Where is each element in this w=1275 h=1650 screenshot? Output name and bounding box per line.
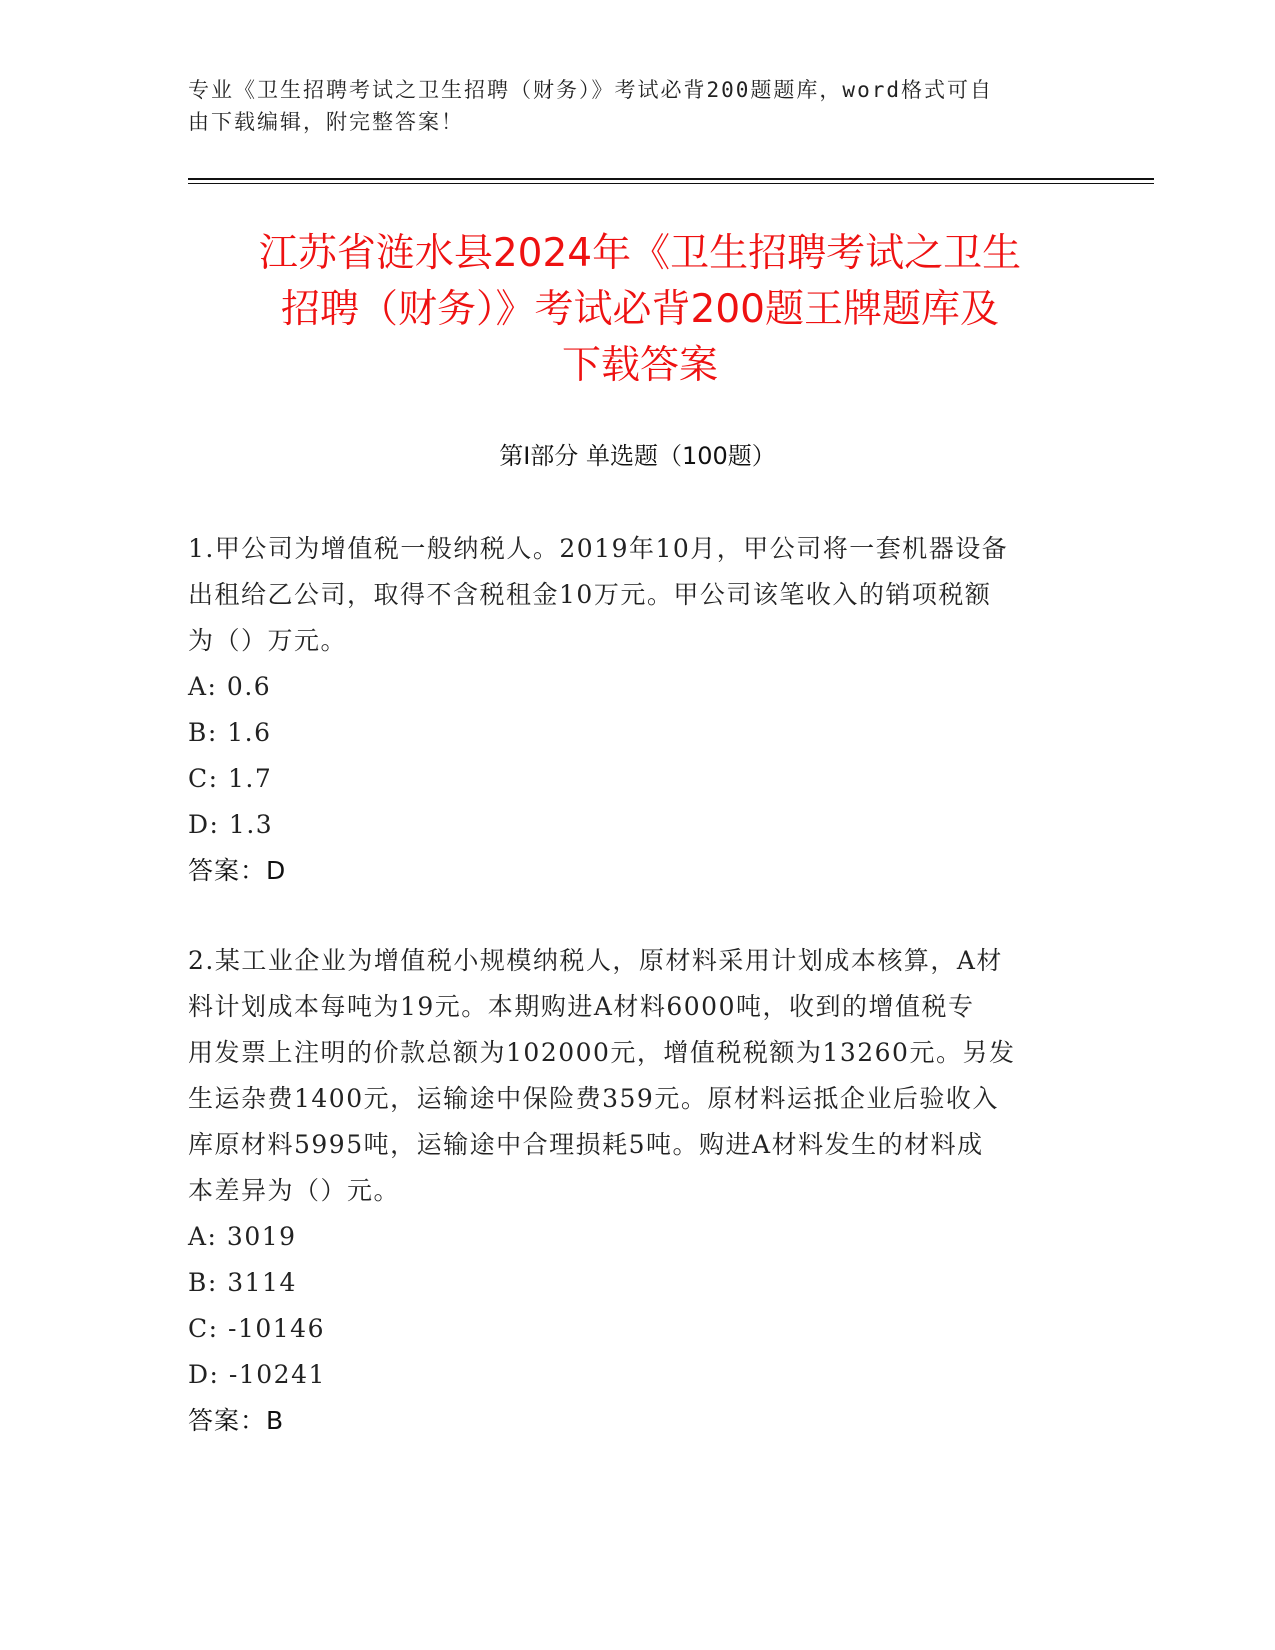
option-d: D: 1.3 bbox=[188, 810, 274, 839]
option-c: C: 1.7 bbox=[188, 764, 273, 793]
option-a: A: 3019 bbox=[188, 1222, 297, 1251]
question-stem-line: 本差异为（）元。 bbox=[188, 1176, 401, 1205]
option-a: A: 0.6 bbox=[188, 672, 272, 701]
document-title-line-1: 江苏省涟水县2024年《卫生招聘考试之卫生 bbox=[258, 231, 1022, 276]
question-1 bbox=[188, 526, 1088, 894]
option-d: D: -10241 bbox=[188, 1360, 326, 1389]
option-b: B: 3114 bbox=[188, 1268, 297, 1297]
answer-text: 答案：B bbox=[188, 1406, 285, 1435]
header-divider-thick bbox=[188, 178, 1154, 180]
question-stem-line: 料计划成本每吨为19元。本期购进A材料6000吨，收到的增值税专 bbox=[188, 992, 975, 1021]
question-stem-line: 2.某工业企业为增值税小规模纳税人，原材料采用计划成本核算，A材 bbox=[188, 946, 1003, 975]
header-note bbox=[188, 74, 1088, 138]
section-heading: 第I部分 单选题（100题） bbox=[499, 442, 776, 470]
document-title-line-2: 招聘（财务）》考试必背200题王牌题库及 bbox=[281, 287, 999, 332]
document-title-line-3: 下载答案 bbox=[561, 343, 718, 388]
question-2 bbox=[188, 938, 1088, 1444]
question-stem-line: 用发票上注明的价款总额为102000元，增值税税额为13260元。另发 bbox=[188, 1038, 1016, 1067]
answer-text: 答案：D bbox=[188, 856, 287, 885]
header-divider-thin bbox=[188, 183, 1154, 184]
header-note-line-1: 专业《卫生招聘考试之卫生招聘（财务）》考试必背200题题库，word格式可自 bbox=[188, 78, 993, 102]
question-stem-line: 生运杂费1400元，运输途中保险费359元。原材料运抵企业后验收入 bbox=[188, 1084, 999, 1113]
option-b: B: 1.6 bbox=[188, 718, 272, 747]
question-stem-line: 库原材料5995吨，运输途中合理损耗5吨。购进A材料发生的材料成 bbox=[188, 1130, 984, 1159]
option-c: C: -10146 bbox=[188, 1314, 325, 1343]
question-stem-line: 出租给乙公司，取得不含税租金10万元。甲公司该笔收入的销项税额 bbox=[188, 580, 992, 609]
header-note-line-2: 由下载编辑，附完整答案！ bbox=[188, 110, 464, 134]
question-stem-line: 为（）万元。 bbox=[188, 626, 348, 655]
document-title bbox=[180, 226, 1100, 394]
question-stem-line: 1.甲公司为增值税一般纳税人。2019年10月，甲公司将一套机器设备 bbox=[188, 534, 1009, 563]
